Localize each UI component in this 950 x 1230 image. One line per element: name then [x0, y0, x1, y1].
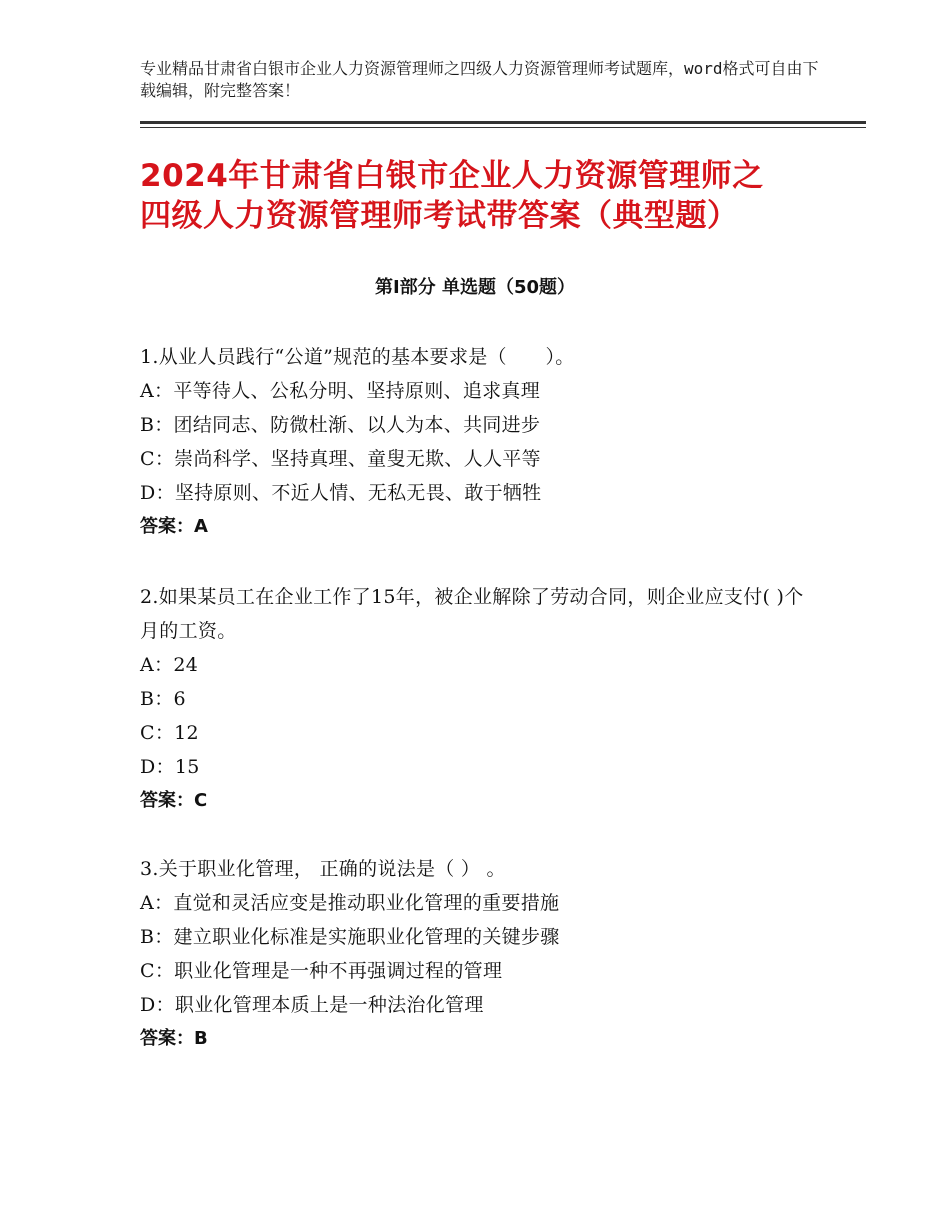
title-line-2: 四级人力资源管理师考试带答案（典型题）	[140, 198, 739, 234]
option-c: C：崇尚科学、坚持真理、童叟无欺、人人平等	[140, 448, 541, 470]
question-2	[140, 580, 820, 818]
option-b: B：建立职业化标准是实施职业化管理的关键步骤	[140, 926, 560, 948]
option-b: B：团结同志、防微杜渐、以人为本、共同进步	[140, 414, 541, 436]
intro-text: 专业精品甘肃省白银市企业人力资源管理师之四级人力资源管理师考试题库，word格式可自由下载编辑，附完整答案！	[140, 59, 819, 100]
title-line-1: 2024年甘肃省白银市企业人力资源管理师之	[140, 158, 764, 194]
option-a: A：24	[140, 654, 199, 676]
option-d: D：15	[140, 756, 200, 778]
header-rule-thick	[140, 121, 866, 124]
document-title	[140, 156, 860, 236]
option-d: D：职业化管理本质上是一种法治化管理	[140, 994, 484, 1016]
option-c: C：12	[140, 722, 199, 744]
question-stem: 2.如果某员工在企业工作了15年，被企业解除了劳动合同，则企业应支付( )个月的工资。	[140, 586, 804, 642]
option-d: D：坚持原则、不近人情、无私无畏、敢于牺牲	[140, 482, 542, 504]
option-a: A：平等待人、公私分明、坚持原则、追求真理	[140, 380, 541, 402]
section-heading: 第Ⅰ部分 单选题（50题）	[374, 277, 575, 298]
question-stem: 1.从业人员践行“公道”规范的基本要求是（ ）。	[140, 346, 575, 368]
answer: 答案：B	[140, 1028, 208, 1049]
question-3	[140, 852, 820, 1056]
option-c: C：职业化管理是一种不再强调过程的管理	[140, 960, 503, 982]
question-1	[140, 340, 820, 544]
answer: 答案：A	[140, 516, 208, 537]
header-rule-thin	[140, 127, 866, 128]
option-b: B：6	[140, 688, 186, 710]
option-a: A：直觉和灵活应变是推动职业化管理的重要措施	[140, 892, 560, 914]
question-stem: 3.关于职业化管理， 正确的说法是（ ） 。	[140, 858, 506, 880]
answer: 答案：C	[140, 790, 208, 811]
